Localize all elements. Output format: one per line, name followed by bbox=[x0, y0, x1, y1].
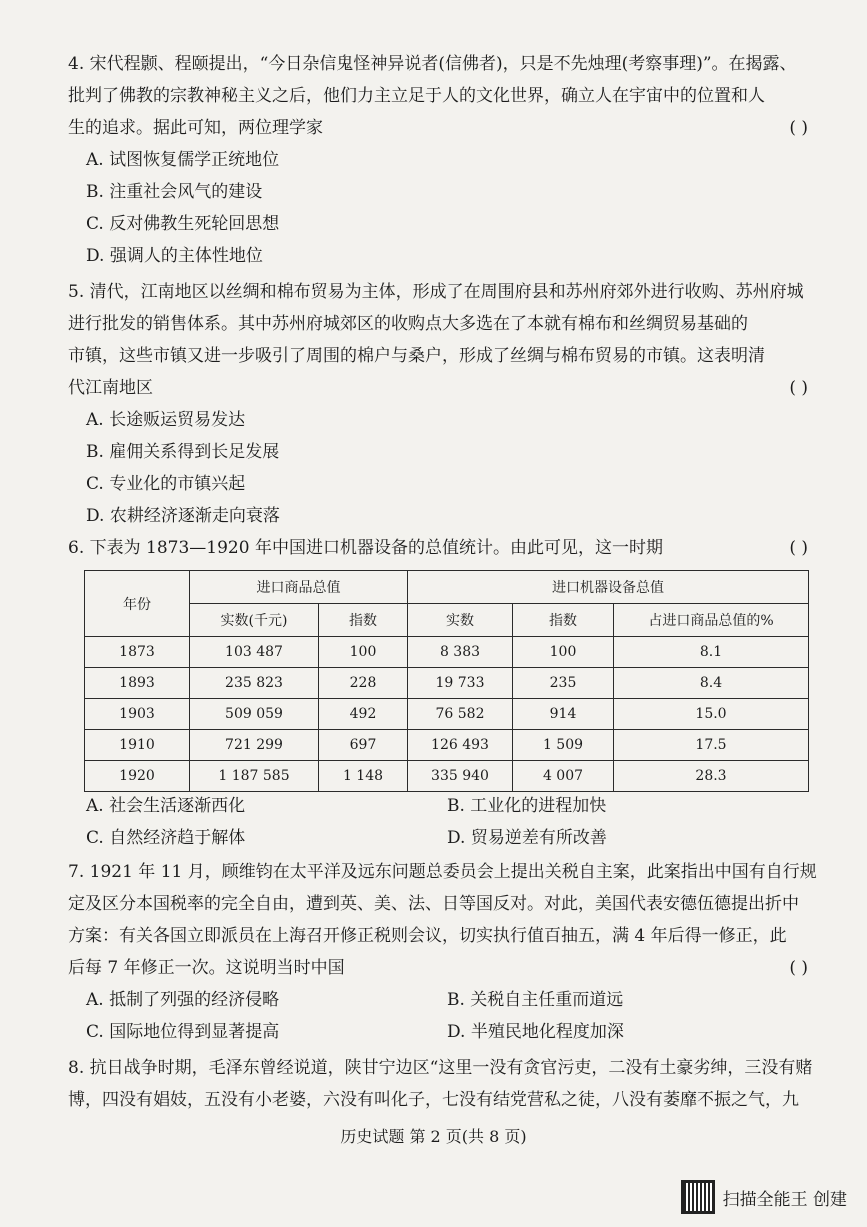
q8-line-2: 博，四没有娼妓，五没有小老婆，六没有叫化子，七没有结党营私之徒，八没有萎靡不振之气，九 bbox=[68, 1090, 799, 1110]
table-header-group-2: 进口机器设备总值 bbox=[408, 571, 809, 604]
table-cell: 1 509 bbox=[513, 730, 614, 761]
table-cell: 1910 bbox=[85, 730, 190, 761]
q4-option-b: B. 注重社会风气的建设 bbox=[86, 182, 263, 202]
table-cell: 17.5 bbox=[614, 730, 809, 761]
question-4 bbox=[68, 48, 808, 272]
q5-line-4: 代江南地区 bbox=[68, 378, 153, 398]
question-8 bbox=[68, 1052, 813, 1116]
page-footer: 历史试题 第 2 页(共 8 页) bbox=[340, 1127, 527, 1146]
table-cell: 235 bbox=[513, 668, 614, 699]
import-machinery-table bbox=[84, 570, 809, 792]
q7-line-4: 后每 7 年修正一次。这说明当时中国 bbox=[68, 958, 345, 978]
q7-option-a: A. 抵制了列强的经济侵略 bbox=[86, 990, 280, 1010]
q5-line-1: 5. 清代，江南地区以丝绸和棉布贸易为主体，形成了在周围府县和苏州府郊外进行收购、苏州府城 bbox=[68, 282, 804, 302]
q6-option-c: C. 自然经济趋于解体 bbox=[86, 828, 246, 848]
table-cell: 914 bbox=[513, 699, 614, 730]
q6-option-d: D. 贸易逆差有所改善 bbox=[447, 828, 607, 848]
question-7 bbox=[68, 856, 817, 1048]
table-cell: 1 148 bbox=[319, 761, 408, 792]
table-cell: 8 383 bbox=[408, 637, 513, 668]
table-cell: 76 582 bbox=[408, 699, 513, 730]
table-cell: 19 733 bbox=[408, 668, 513, 699]
table-cell: 8.4 bbox=[614, 668, 809, 699]
table-cell: 509 059 bbox=[190, 699, 319, 730]
table-cell: 28.3 bbox=[614, 761, 809, 792]
q4-option-a: A. 试图恢复儒学正统地位 bbox=[86, 150, 280, 170]
q5-option-b: B. 雇佣关系得到长足发展 bbox=[86, 442, 280, 462]
table-header-group-1: 进口商品总值 bbox=[190, 571, 408, 604]
q5-line-3: 市镇，这些市镇又进一步吸引了周围的棉户与桑户，形成了丝绸与棉布贸易的市镇。这表明清 bbox=[68, 346, 765, 366]
table-cell: 721 299 bbox=[190, 730, 319, 761]
q5-line-2: 进行批发的销售体系。其中苏州府城郊区的收购点大多选在了本就有棉布和丝绸贸易基础的 bbox=[68, 314, 748, 334]
q5-option-c: C. 专业化的市镇兴起 bbox=[86, 474, 246, 494]
question-6-options bbox=[68, 790, 808, 854]
q7-answer-bracket: ( ) bbox=[789, 958, 808, 978]
q4-line-3: 生的追求。据此可知，两位理学家 bbox=[68, 118, 323, 138]
table-cell: 1893 bbox=[85, 668, 190, 699]
table-cell: 15.0 bbox=[614, 699, 809, 730]
table-row bbox=[85, 699, 809, 730]
question-6 bbox=[68, 532, 808, 564]
table-cell: 697 bbox=[319, 730, 408, 761]
q6-answer-bracket: ( ) bbox=[789, 538, 808, 558]
watermark-text: 扫描全能王 创建 bbox=[722, 1189, 847, 1210]
table-subheader: 占进口商品总值的% bbox=[614, 604, 809, 637]
q5-option-a: A. 长途贩运贸易发达 bbox=[86, 410, 246, 430]
q5-answer-bracket: ( ) bbox=[789, 378, 808, 398]
q4-answer-bracket: ( ) bbox=[789, 118, 808, 138]
table-row bbox=[85, 668, 809, 699]
table-row bbox=[85, 730, 809, 761]
table-header-year: 年份 bbox=[85, 571, 190, 637]
table-subheader: 实数(千元) bbox=[190, 604, 319, 637]
table-cell: 4 007 bbox=[513, 761, 614, 792]
q7-option-c: C. 国际地位得到显著提高 bbox=[86, 1022, 280, 1042]
table-row bbox=[85, 637, 809, 668]
table-cell: 103 487 bbox=[190, 637, 319, 668]
q8-line-1: 8. 抗日战争时期，毛泽东曾经说道，陕甘宁边区“这里一没有贪官污吏，二没有土豪劣绅，三没有赌 bbox=[68, 1058, 813, 1078]
q6-option-b: B. 工业化的进程加快 bbox=[447, 796, 607, 816]
table-cell: 1873 bbox=[85, 637, 190, 668]
scanner-watermark bbox=[681, 1180, 847, 1214]
table-cell: 228 bbox=[319, 668, 408, 699]
q7-line-1: 7. 1921 年 11 月，顾维钧在太平洋及远东问题总委员会上提出关税自主案，此案指出中国有自行规 bbox=[68, 862, 817, 882]
q7-option-b: B. 关税自主任重而道远 bbox=[447, 990, 624, 1010]
qr-code-icon bbox=[681, 1180, 715, 1214]
table-subheader: 指数 bbox=[513, 604, 614, 637]
q4-option-d: D. 强调人的主体性地位 bbox=[86, 246, 263, 266]
table-cell: 1920 bbox=[85, 761, 190, 792]
q4-line-2: 批判了佛教的宗教神秘主义之后，他们力主立足于人的文化世界，确立人在宇宙中的位置和人 bbox=[68, 86, 765, 106]
table-cell: 492 bbox=[319, 699, 408, 730]
table-cell: 126 493 bbox=[408, 730, 513, 761]
table-subheader: 实数 bbox=[408, 604, 513, 637]
table-row bbox=[85, 761, 809, 792]
q4-line-1: 4. 宋代程颢、程颐提出，“今日杂信鬼怪神异说者(信佛者)，只是不先烛理(考察事理)”。在揭露、 bbox=[68, 54, 797, 74]
table-subheader: 指数 bbox=[319, 604, 408, 637]
q4-option-c: C. 反对佛教生死轮回思想 bbox=[86, 214, 280, 234]
q7-line-2: 定及区分本国税率的完全自由，遭到英、美、法、日等国反对。对此，美国代表安德伍德提出折中 bbox=[68, 894, 799, 914]
table-cell: 235 823 bbox=[190, 668, 319, 699]
q6-line-1: 6. 下表为 1873—1920 年中国进口机器设备的总值统计。由此可见，这一时期 bbox=[68, 538, 663, 558]
table-cell: 8.1 bbox=[614, 637, 809, 668]
table-cell: 100 bbox=[513, 637, 614, 668]
table-cell: 335 940 bbox=[408, 761, 513, 792]
q5-option-d: D. 农耕经济逐渐走向衰落 bbox=[86, 506, 280, 526]
table-cell: 1 187 585 bbox=[190, 761, 319, 792]
q7-line-3: 方案：有关各国立即派员在上海召开修正税则会议，切实执行值百抽五，满 4 年后得一修正，此 bbox=[68, 926, 787, 946]
q6-option-a: A. 社会生活逐渐西化 bbox=[86, 796, 246, 816]
question-5 bbox=[68, 276, 808, 532]
q7-option-d: D. 半殖民地化程度加深 bbox=[447, 1022, 624, 1042]
table-cell: 100 bbox=[319, 637, 408, 668]
table-cell: 1903 bbox=[85, 699, 190, 730]
